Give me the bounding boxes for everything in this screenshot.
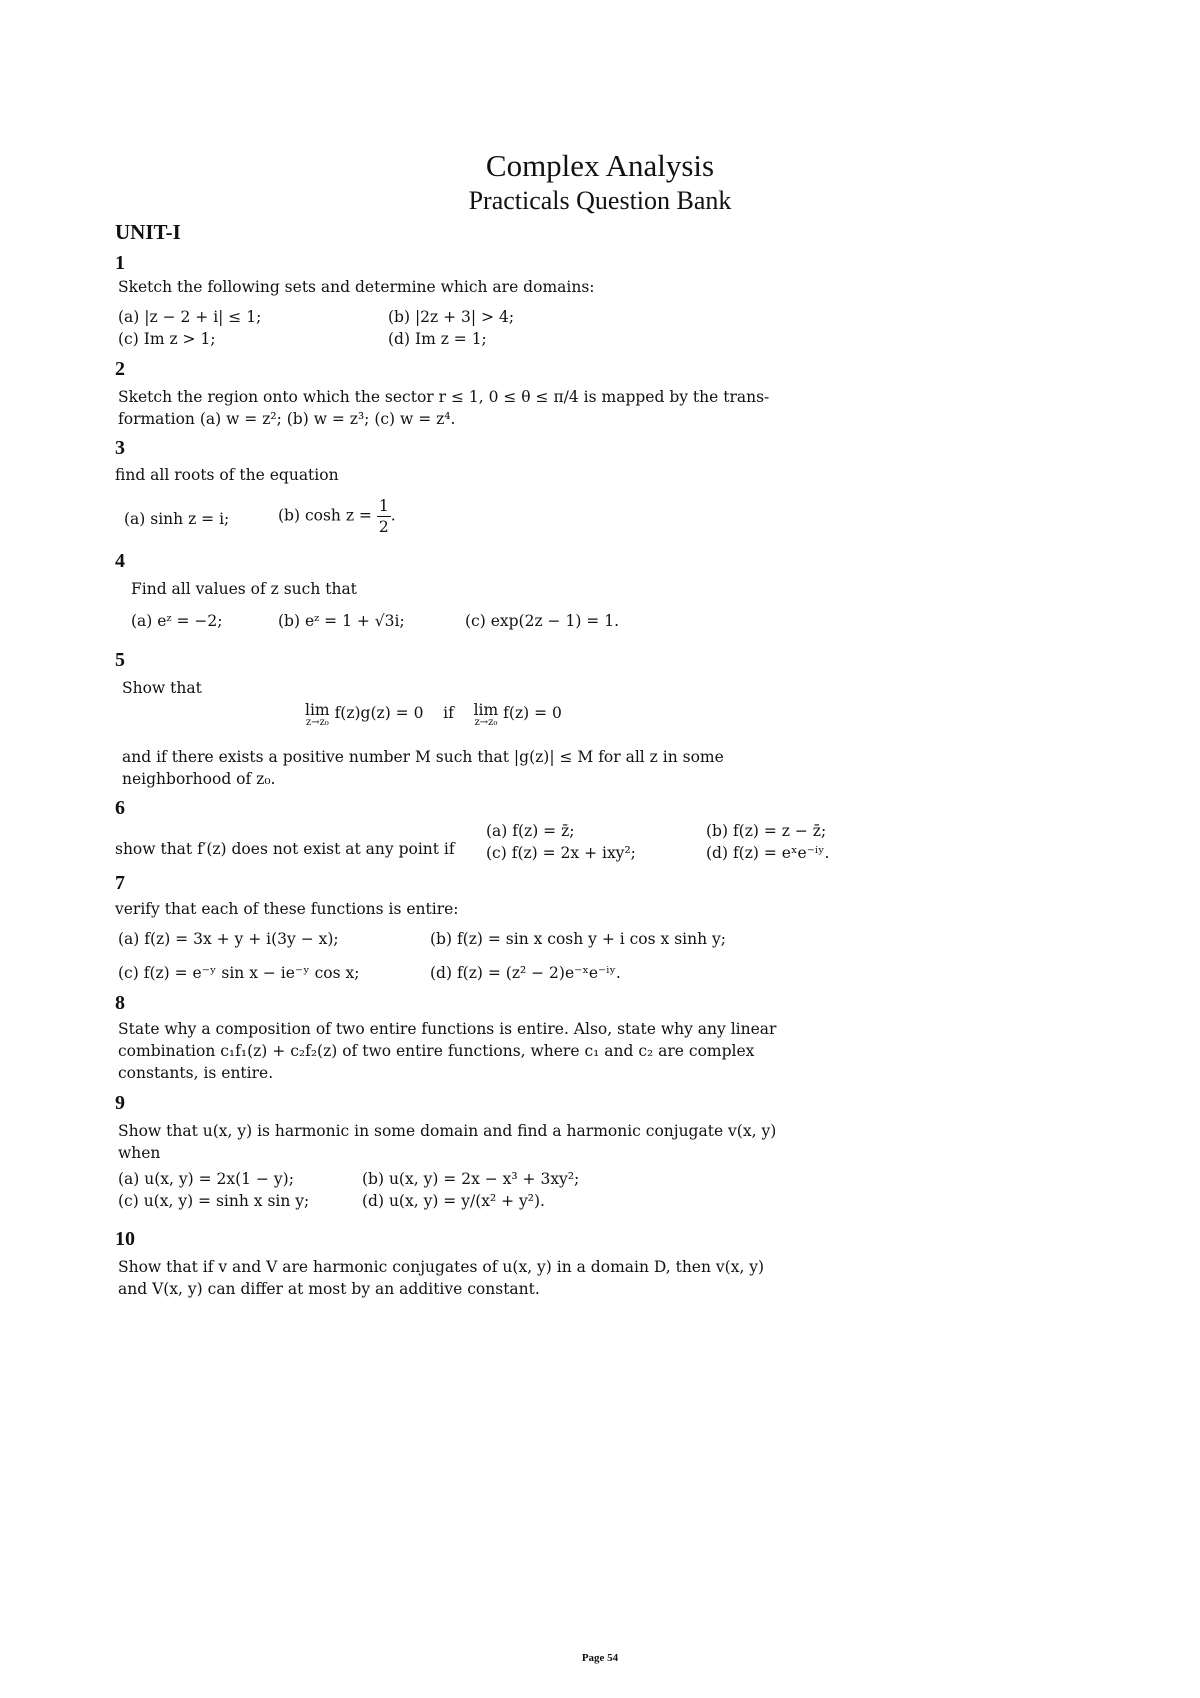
question-1-part-c: (c) Im z > 1; <box>118 330 216 348</box>
limit-subscript: z→z₀ <box>474 717 498 728</box>
question-6-part-a: (a) f(z) = z̄; <box>486 822 575 840</box>
question-number-6: 6 <box>115 797 125 819</box>
question-7-part-a: (a) f(z) = 3x + y + i(3y − x); <box>118 930 339 948</box>
question-10-line-1: Show that if v and V are harmonic conjugates of u(x, y) in a domain D, then v(x, y) <box>118 1258 765 1276</box>
question-6-part-b: (b) f(z) = z − z̄; <box>706 822 827 840</box>
question-number-2: 2 <box>115 358 125 380</box>
page-number: Page 54 <box>581 1652 619 1664</box>
question-1-text: Sketch the following sets and determine which are domains: <box>118 278 595 296</box>
question-number-7: 7 <box>115 872 125 894</box>
question-5-line-1: and if there exists a positive number M such that |g(z)| ≤ M for all z in some <box>122 748 724 766</box>
question-7-part-d: (d) f(z) = (z² − 2)e⁻ˣe⁻ⁱʸ. <box>430 964 621 982</box>
limit-if: if <box>443 704 454 722</box>
question-1-part-d: (d) Im z = 1; <box>388 330 487 348</box>
question-5-text: Show that <box>122 679 202 697</box>
question-7-part-c: (c) f(z) = e⁻ʸ sin x − ie⁻ʸ cos x; <box>118 964 360 982</box>
question-3-part-a: (a) sinh z = i; <box>124 510 230 528</box>
question-2-line-1: Sketch the region onto which the sector r ≤ 1, 0 ≤ θ ≤ π/4 is mapped by the trans- <box>118 388 770 406</box>
limit-expression-2: f(z) = 0 <box>503 704 562 722</box>
question-7-part-b: (b) f(z) = sin x cosh y + i cos x sinh y; <box>430 930 726 948</box>
limit-label: lim <box>305 701 330 719</box>
question-number-3: 3 <box>115 437 125 459</box>
question-4-part-c: (c) exp(2z − 1) = 1. <box>465 612 619 630</box>
question-number-9: 9 <box>115 1092 125 1114</box>
question-number-1: 1 <box>115 252 125 274</box>
limit-operator-1 <box>305 702 330 728</box>
question-9-part-d: (d) u(x, y) = y/(x² + y²). <box>362 1192 545 1210</box>
fraction-denominator: 2 <box>378 518 389 536</box>
question-7-text: verify that each of these functions is entire: <box>115 900 459 918</box>
question-9-line-1: Show that u(x, y) is harmonic in some domain and find a harmonic conjugate v(x, y) <box>118 1122 777 1140</box>
question-3-fraction <box>377 496 391 537</box>
question-number-8: 8 <box>115 992 125 1014</box>
question-5-limit-equation <box>305 702 562 728</box>
page-subtitle: Practicals Question Bank <box>468 186 732 215</box>
question-number-4: 4 <box>115 550 125 572</box>
question-10-line-2: and V(x, y) can differ at most by an additive constant. <box>118 1280 540 1298</box>
limit-subscript: z→z₀ <box>305 717 329 728</box>
question-3-part-b <box>278 496 396 537</box>
question-3-part-b-end: . <box>390 506 396 525</box>
question-6-text: show that f′(z) does not exist at any point if <box>115 840 455 858</box>
question-8-line-1: State why a composition of two entire functions is entire. Also, state why any linear <box>118 1020 777 1038</box>
limit-expression-1: f(z)g(z) = 0 <box>334 704 424 722</box>
question-number-5: 5 <box>115 649 125 671</box>
question-3-part-b-lhs: (b) cosh z = <box>278 506 372 525</box>
question-1-part-a: (a) |z − 2 + i| ≤ 1; <box>118 308 262 326</box>
limit-operator-2 <box>474 702 499 728</box>
page-title: Complex Analysis <box>485 148 715 183</box>
question-4-part-b: (b) eᶻ = 1 + √3i; <box>278 612 405 630</box>
question-4-text: Find all values of z such that <box>131 580 357 598</box>
question-6-part-c: (c) f(z) = 2x + ixy²; <box>486 844 636 862</box>
question-3-text: find all roots of the equation <box>115 466 339 484</box>
question-8-line-3: constants, is entire. <box>118 1064 274 1082</box>
question-6-part-d: (d) f(z) = eˣe⁻ⁱʸ. <box>706 844 830 862</box>
unit-heading: UNIT-I <box>115 220 181 244</box>
question-9-part-b: (b) u(x, y) = 2x − x³ + 3xy²; <box>362 1170 580 1188</box>
question-4-part-a: (a) eᶻ = −2; <box>131 612 223 630</box>
question-8-line-2: combination c₁f₁(z) + c₂f₂(z) of two entire functions, where c₁ and c₂ are complex <box>118 1042 755 1060</box>
question-9-part-c: (c) u(x, y) = sinh x sin y; <box>118 1192 310 1210</box>
question-5-line-2: neighborhood of z₀. <box>122 770 276 788</box>
limit-label: lim <box>473 701 499 719</box>
question-2-line-2: formation (a) w = z²; (b) w = z³; (c) w = z⁴. <box>118 410 456 428</box>
question-1-part-b: (b) |2z + 3| > 4; <box>388 308 515 326</box>
fraction-numerator: 1 <box>378 497 389 515</box>
question-9-part-a: (a) u(x, y) = 2x(1 − y); <box>118 1170 294 1188</box>
question-9-line-2: when <box>118 1144 161 1162</box>
question-number-10: 10 <box>115 1228 135 1250</box>
